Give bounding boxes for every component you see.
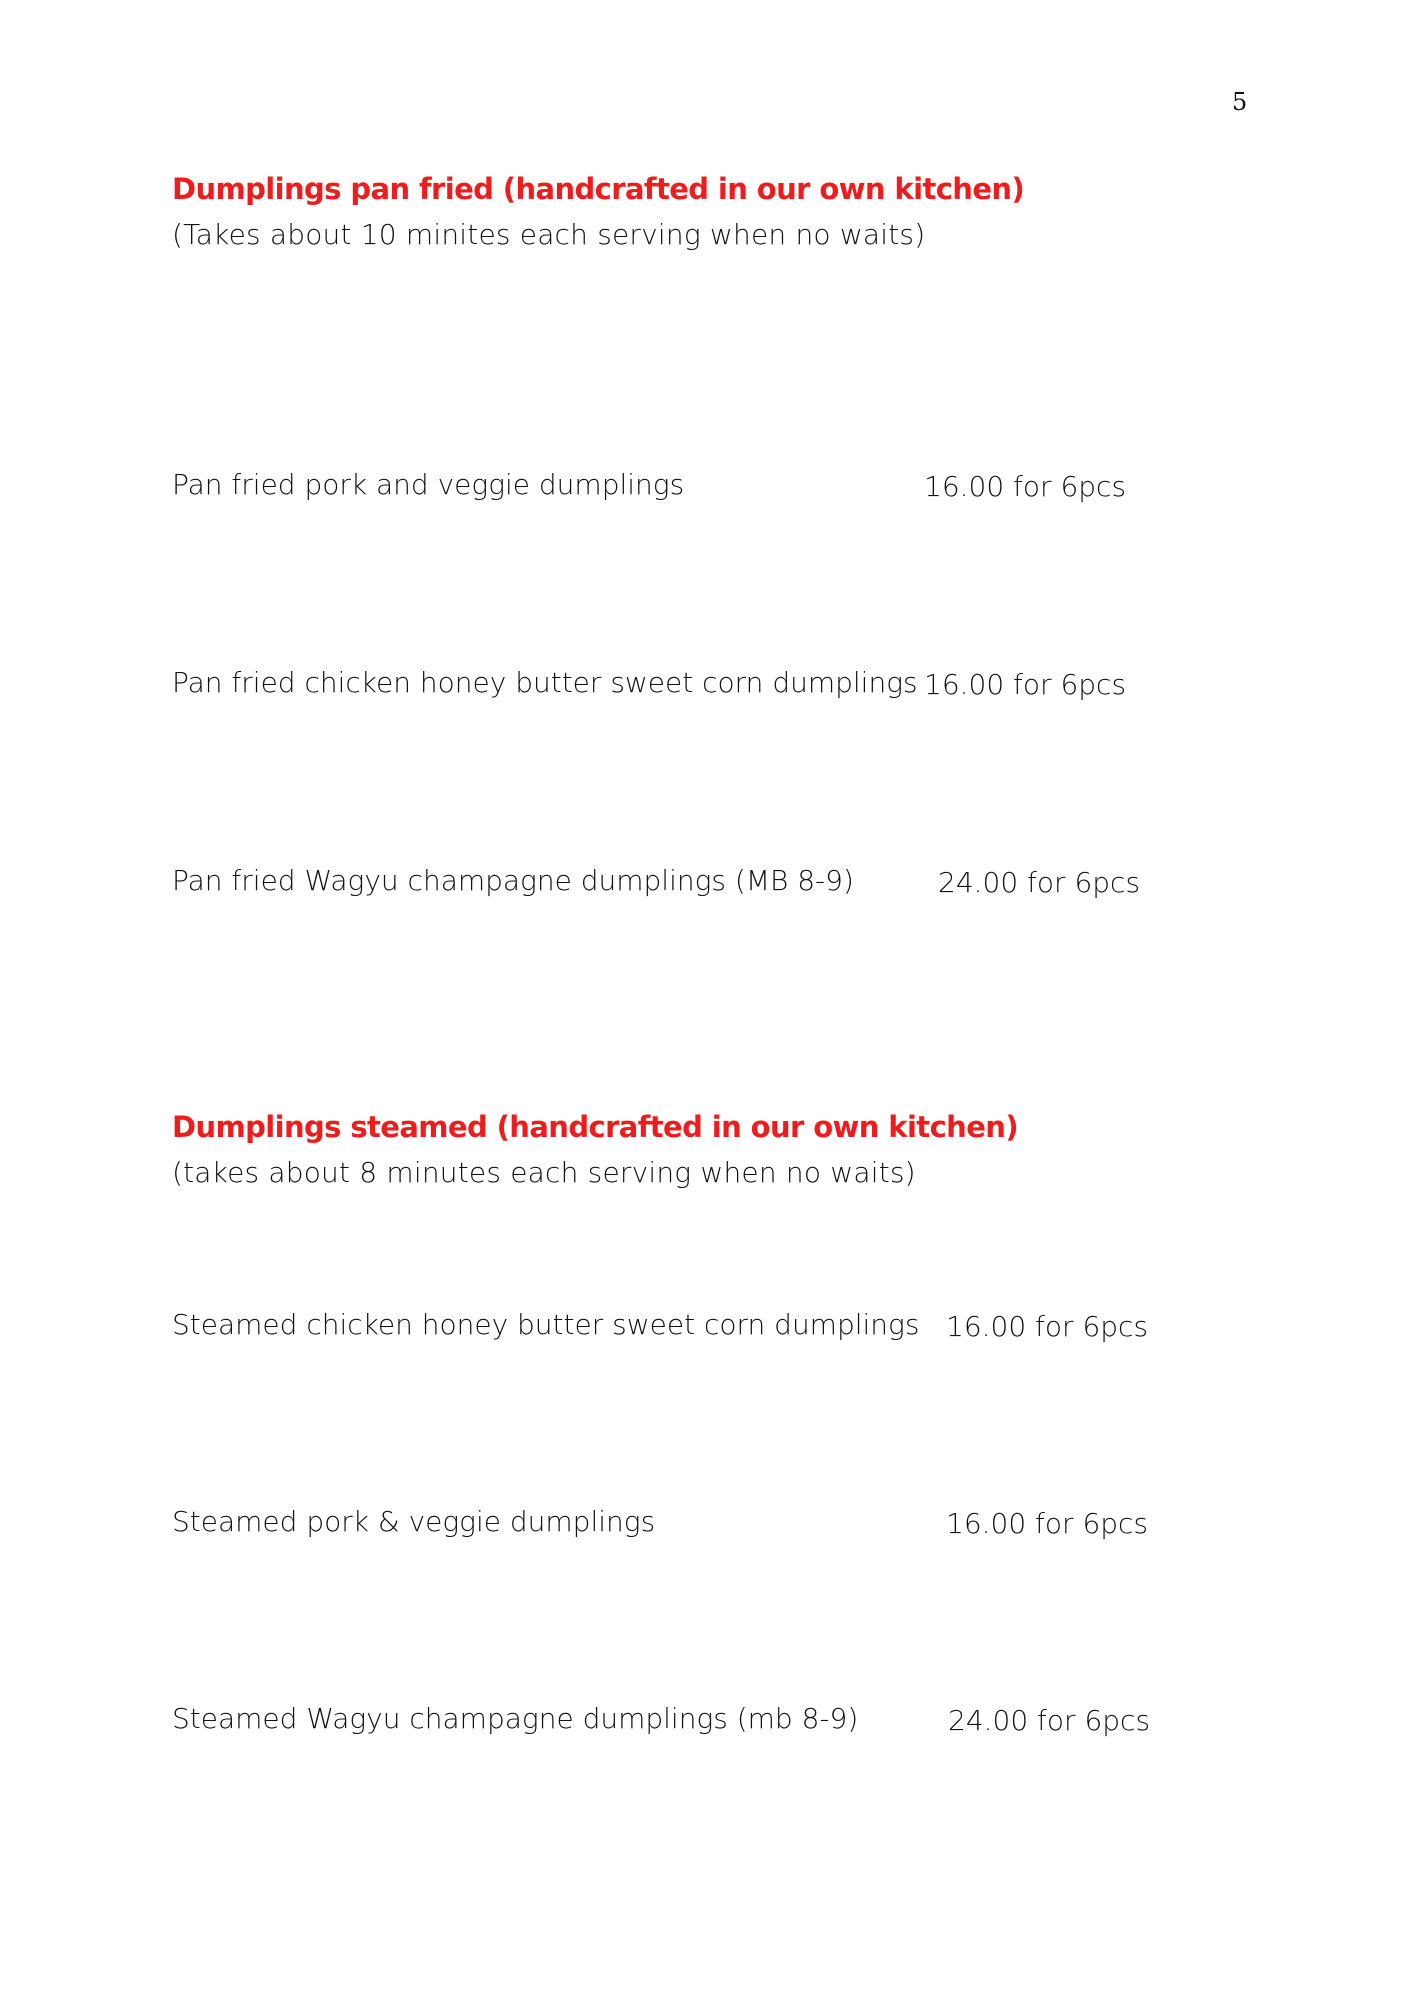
section-note: (Takes about 10 minites each serving when no waits)	[172, 218, 926, 251]
item-name: Steamed Wagyu champagne dumplings (mb 8-9)	[172, 1702, 859, 1735]
item-price: 16.00 for 6pcs	[946, 1507, 1149, 1540]
item-name: Pan fried pork and veggie dumplings	[172, 468, 685, 501]
item-price: 16.00 for 6pcs	[946, 1310, 1149, 1343]
item-price: 16.00 for 6pcs	[924, 470, 1127, 503]
section-title: Dumplings steamed (handcrafted in our own kitchen)	[172, 1110, 1018, 1144]
item-price: 24.00 for 6pcs	[938, 866, 1141, 899]
item-price: 16.00 for 6pcs	[924, 668, 1127, 701]
section-note: (takes about 8 minutes each serving when no waits)	[172, 1156, 916, 1189]
item-name: Pan fried Wagyu champagne dumplings (MB 8-9)	[172, 864, 854, 897]
section-title: Dumplings pan fried (handcrafted in our own kitchen)	[172, 172, 1025, 206]
item-name: Steamed chicken honey butter sweet corn dumplings	[172, 1308, 920, 1341]
page-number: 5	[1232, 88, 1248, 116]
item-price: 24.00 for 6pcs	[948, 1704, 1151, 1737]
item-name: Steamed pork & veggie dumplings	[172, 1505, 656, 1538]
item-name: Pan fried chicken honey butter sweet corn dumplings	[172, 666, 918, 699]
